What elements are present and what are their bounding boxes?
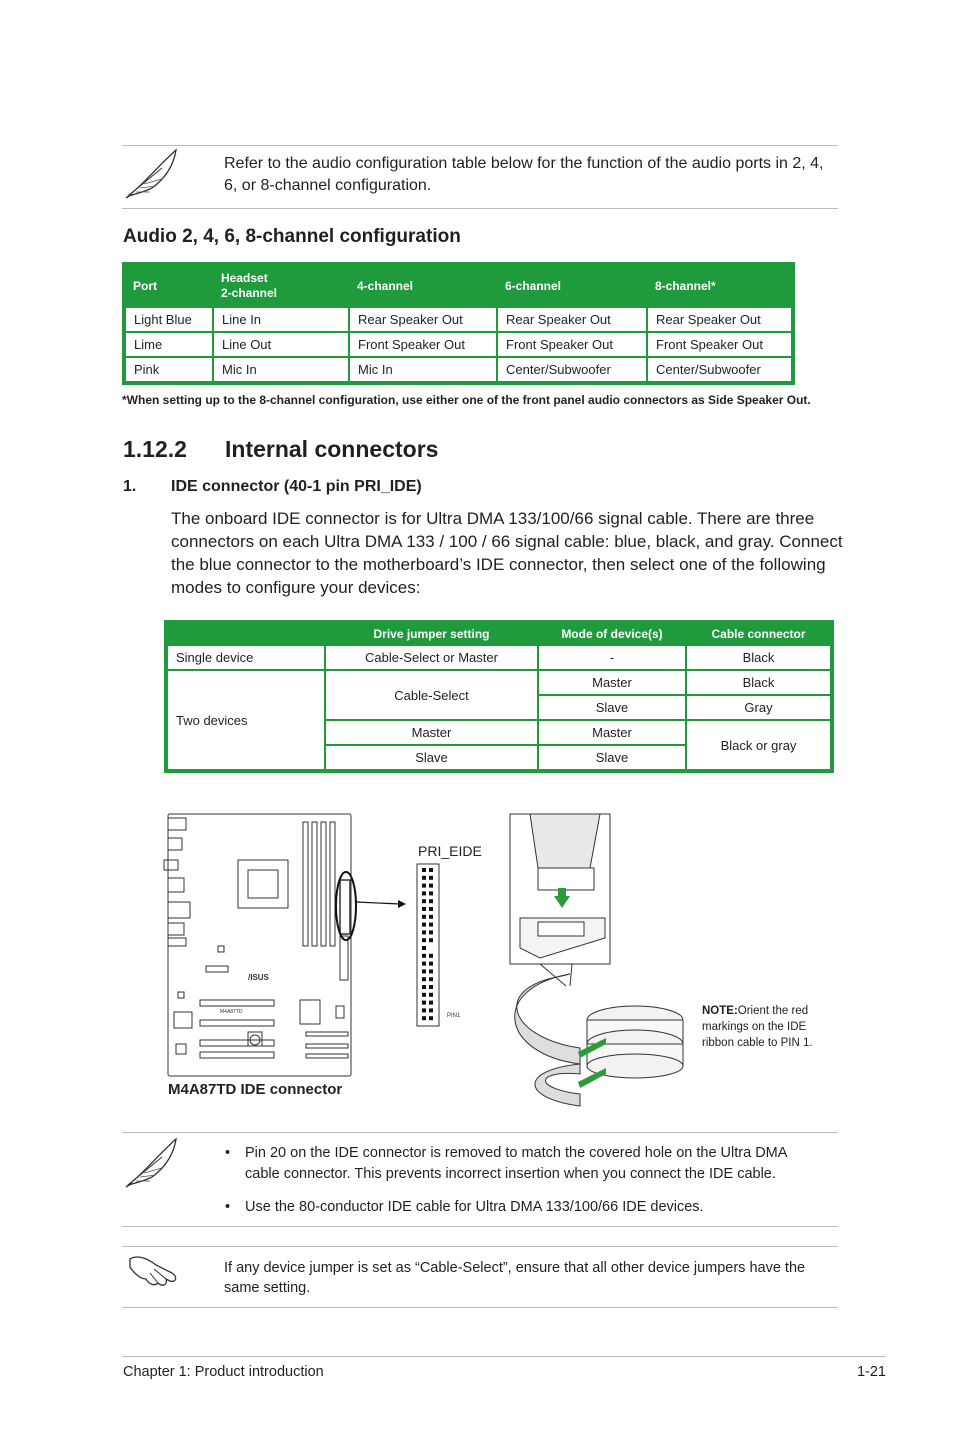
header-8ch: 8-channel* [655, 278, 716, 293]
cell: Master [325, 720, 538, 745]
header-mode: Mode of device(s) [561, 627, 663, 641]
cell: Two devices [167, 670, 325, 770]
caution-hand-icon [126, 1251, 180, 1291]
pin1-label: PIN1 [447, 1013, 461, 1019]
cell: Rear Speaker Out [497, 307, 647, 332]
ide-pin [429, 907, 433, 911]
table-row [125, 332, 792, 357]
cell: Center/Subwoofer [497, 357, 647, 382]
callout-line [570, 964, 572, 986]
ide-pin [422, 930, 426, 934]
cell: Slave [325, 745, 538, 770]
ide-pin [429, 977, 433, 981]
ide-pin [429, 954, 433, 958]
ide-pin [429, 923, 433, 927]
header-empty [167, 623, 325, 645]
ide-pin [422, 1016, 426, 1020]
ide-pin [422, 1008, 426, 1012]
pointer-arrow [356, 902, 400, 904]
cell: Black or gray [686, 720, 831, 770]
header-headset-line2: 2-channel [221, 286, 278, 300]
pointer-arrow-head [398, 900, 406, 908]
list-item: • Use the 80-conductor IDE cable for Ultra DMA 133/100/66 IDE devices. [225, 1197, 825, 1218]
table-row [125, 307, 792, 332]
ide-pin [422, 923, 426, 927]
feather-pen-icon [122, 146, 182, 204]
ide-pin [422, 915, 426, 919]
header-cable: Cable connector [711, 627, 806, 641]
audio-config-table [122, 262, 795, 385]
header-headset [213, 265, 349, 307]
list-item: • Pin 20 on the IDE connector is removed to match the covered hole on the Ultra DMA cable connector. This prevents incorrect insertion when you connect the IDE cable. [225, 1143, 825, 1185]
audio-config-heading: Audio 2, 4, 6, 8-channel configuration [123, 226, 461, 247]
cell: Rear Speaker Out [349, 307, 497, 332]
cell: Light Blue [125, 307, 213, 332]
ide-pin [422, 1001, 426, 1005]
cell: - [538, 645, 686, 670]
ide-pin [429, 993, 433, 997]
ide-pin [429, 1008, 433, 1012]
ide-pin [429, 985, 433, 989]
cell: Slave [538, 695, 686, 720]
section-number: 1.12.2 [123, 436, 187, 462]
cell: Cable-Select [325, 670, 538, 720]
cell: Black [686, 670, 831, 695]
ide-connector-diagram [160, 808, 840, 1108]
diagram-note-line3: ribbon cable to PIN 1. [702, 1037, 813, 1049]
diagram-note-line2: markings on the IDE [702, 1021, 807, 1033]
cell: Front Speaker Out [349, 332, 497, 357]
footer-page-number: 1-21 [856, 1364, 886, 1380]
ide-pin [422, 993, 426, 997]
ide-pin [429, 1016, 433, 1020]
caution-box [122, 1246, 838, 1308]
cell: Master [538, 720, 686, 745]
cell: Cable-Select or Master [325, 645, 538, 670]
cell: Master [538, 670, 686, 695]
connector-label: PRI_EIDE [418, 843, 482, 859]
cell: Line In [213, 307, 349, 332]
ide-pin [422, 977, 426, 981]
table-header-row [125, 265, 792, 307]
table-row [167, 645, 831, 670]
brand-label: /ISUS [248, 973, 269, 982]
ide-pin [422, 907, 426, 911]
callout-line [540, 964, 566, 986]
cell: Front Speaker Out [497, 332, 647, 357]
footer-divider [122, 1356, 886, 1357]
diagram-note-bold: NOTE: [702, 1005, 738, 1017]
item-number: 1. [123, 478, 137, 495]
diagram-caption: M4A87TD IDE connector [168, 1081, 343, 1098]
cell: Center/Subwoofer [647, 357, 792, 382]
ide-pin [422, 876, 426, 880]
ide-header [417, 864, 439, 1026]
ide-pin [429, 876, 433, 880]
cell: Single device [167, 645, 325, 670]
cell: Pink [125, 357, 213, 382]
caution-text: If any device jumper is set as “Cable-Select”, ensure that all other device jumpers have the same setting. [224, 1260, 806, 1296]
ribbon-cable-and-drives [515, 974, 683, 1106]
cell: Gray [686, 695, 831, 720]
cell: Mic In [349, 357, 497, 382]
feather-pen-icon [122, 1135, 182, 1193]
footer-chapter: Chapter 1: Product introduction [123, 1364, 324, 1380]
audio-footnote: *When setting up to the 8-channel configuration, use either one of the front panel audio connectors as Side Speaker Out. [122, 393, 811, 407]
ide-pin [429, 930, 433, 934]
diagram-note-line1: Orient the red [737, 1005, 809, 1017]
header-jumper: Drive jumper setting [373, 627, 490, 641]
ide-pin [422, 985, 426, 989]
header-6ch: 6-channel [505, 278, 562, 293]
header-4ch: 4-channel [357, 278, 414, 293]
cable-connector-illustration [510, 814, 610, 964]
cell: Front Speaker Out [647, 332, 792, 357]
ide-mode-table [164, 620, 834, 773]
ide-pin [422, 962, 426, 966]
cell: Slave [538, 745, 686, 770]
ide-pin [429, 891, 433, 895]
ide-pin [422, 891, 426, 895]
cell: Line Out [213, 332, 349, 357]
ide-pin [422, 954, 426, 958]
motherboard-illustration [164, 814, 351, 1076]
diagram-note [702, 1005, 813, 1049]
ide-pin [422, 868, 426, 872]
ide-pin [429, 868, 433, 872]
ide-pin [429, 1001, 433, 1005]
board-label: M4A87TD [220, 1009, 243, 1015]
item-title: IDE connector (40-1 pin PRI_IDE) [171, 478, 422, 495]
ide-pin [422, 899, 426, 903]
ide-pin [422, 946, 426, 950]
ide-pin [429, 938, 433, 942]
ide-pin [429, 969, 433, 973]
ide-pin [429, 884, 433, 888]
cell: Black [686, 645, 831, 670]
section-title [123, 436, 439, 463]
ide-pin [422, 884, 426, 888]
cell: Rear Speaker Out [647, 307, 792, 332]
ide-notes-list [225, 1143, 825, 1230]
section-name: Internal connectors [225, 436, 439, 462]
cell: Lime [125, 332, 213, 357]
ide-pin [422, 938, 426, 942]
table-header-row [167, 623, 831, 645]
note-box-audio [122, 145, 838, 209]
ide-paragraph: The onboard IDE connector is for Ultra DMA 133/100/66 signal cable. There are three connectors on each Ultra DMA 133 / 100 / 66 signal cable: blue, black, and gray. Connect the blue connector to the motherboard’s IDE connector, then select one of the following modes to configure your devices: [171, 509, 843, 597]
cell: Mic In [213, 357, 349, 382]
table-row [167, 670, 831, 695]
header-port: Port [133, 278, 157, 293]
ide-pin [422, 969, 426, 973]
ide-pin [429, 962, 433, 966]
table-row [125, 357, 792, 382]
ide-pin [429, 899, 433, 903]
ide-pin [429, 915, 433, 919]
connector-highlight [336, 872, 356, 940]
header-headset-line1: Headset [221, 271, 268, 285]
note-text: Refer to the audio configuration table below for the function of the audio ports in 2, 4, 6, or 8-channel configuration. [224, 155, 824, 194]
